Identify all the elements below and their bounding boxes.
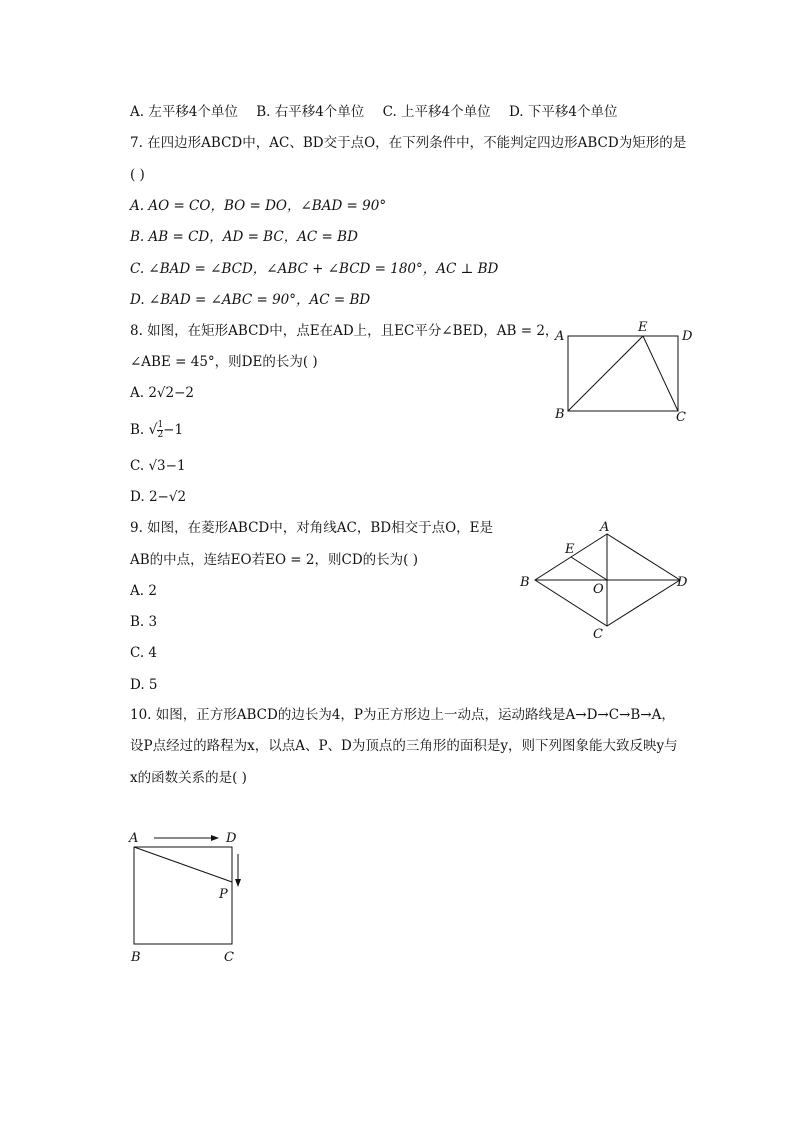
q8-label-d: D (682, 329, 693, 344)
q8-label-c: C (676, 410, 686, 425)
q10-stem-line1: 10. 如图，正方形ABCD的边长为4，P为正方形边上一动点，运动路线是A→D→C→B→A， (130, 707, 675, 723)
q9-figure (515, 518, 695, 643)
q9-option-d: D. 5 (130, 677, 158, 693)
q8-stem-line1: 8. 如图，在矩形ABCD中，点E在AD上，且EC平分∠BED，AB = 2， (130, 323, 559, 339)
q10-stem-line2: 设P点经过的路程为x，以点A、P、D为顶点的三角形的面积是y，则下列图象能大致反映y与 (130, 738, 678, 754)
q10-label-c: C (224, 950, 234, 965)
q8-segment-be (568, 336, 643, 411)
q8-option-a (130, 384, 194, 402)
q9-segment-eo (571, 557, 607, 580)
q10-label-a: A (129, 831, 139, 846)
q10-segment-ap (134, 847, 232, 882)
q7-option-a: A. AO = CO，BO = DO，∠BAD = 90° (130, 198, 387, 214)
q8-rectangle (568, 336, 678, 411)
q7-option-d: D. ∠BAD = ∠ABC = 90°，AC = BD (130, 292, 371, 308)
q9-stem-line1: 9. 如图，在菱形ABCD中，对角线AC，BD相交于点O，E是 (130, 520, 493, 536)
q9-option-b: B. 3 (130, 614, 158, 630)
q6-option-a: A. 左平移4个单位 (130, 104, 238, 120)
q10-stem-line3: x的函数关系的是( ) (130, 770, 247, 786)
q6-options (130, 103, 631, 121)
q8-option-a-label: A. (130, 385, 145, 401)
q9-label-c: C (593, 627, 603, 642)
q8-option-d-value: 2−√2 (148, 489, 187, 505)
q9-option-a: A. 2 (130, 583, 157, 599)
q6-option-c: C. 上平移4个单位 (382, 104, 491, 120)
q9-label-e: E (565, 542, 575, 557)
q9-label-a: A (600, 520, 610, 535)
q8-option-c-label: C. (130, 458, 145, 474)
q6-option-b: B. 右平移4个单位 (256, 104, 365, 120)
q7-option-c: C. ∠BAD = ∠BCD，∠ABC + ∠BCD = 180°，AC ⊥ BD (130, 261, 499, 277)
q10-figure (120, 826, 260, 971)
q9-option-c: C. 4 (130, 645, 158, 661)
q8-label-e: E (638, 320, 648, 335)
q9-label-o: O (593, 582, 604, 597)
q8-option-b: B. √ $\frac{1}{2}$ −1 (130, 420, 184, 440)
q7-option-b: B. AB = CD，AD = BC，AC = BD (130, 229, 358, 245)
q8-option-d (130, 488, 186, 506)
q8-segment-ec (643, 336, 678, 411)
q8-option-b-tail: −1 (163, 422, 184, 438)
q8-option-d-label: D. (130, 489, 145, 505)
q7-stem: 7. 在四边形ABCD中，AC、BD交于点O，在下列条件中，不能判定四边形ABCD为矩形的是 (130, 135, 687, 151)
q9-stem-line2: AB的中点，连结EO若EO = 2，则CD的长为( ) (130, 552, 418, 568)
q7-paren: ( ) (130, 167, 145, 183)
q8-option-b-denominator: 2 (157, 430, 164, 440)
q8-label-b: B (555, 407, 565, 422)
q8-stem-line2: ∠ABE = 45°，则DE的长为( ) (130, 354, 318, 370)
q8-option-a-value: 2√2−2 (148, 385, 195, 401)
q8-option-c-value: √3−1 (148, 458, 186, 474)
q10-label-p: P (219, 887, 228, 902)
q8-figure (550, 318, 700, 428)
q8-label-a: A (555, 329, 565, 344)
q9-label-d: D (677, 575, 688, 590)
q8-option-b-label: B. (130, 422, 145, 438)
q8-option-b-numerator: 1 (157, 420, 164, 430)
q9-label-b: B (520, 575, 530, 590)
q6-option-d: D. 下平移4个单位 (508, 104, 618, 120)
q10-label-d: D (226, 831, 237, 846)
q10-square (134, 847, 232, 944)
q10-label-b: B (131, 950, 141, 965)
q8-option-c (130, 457, 186, 475)
